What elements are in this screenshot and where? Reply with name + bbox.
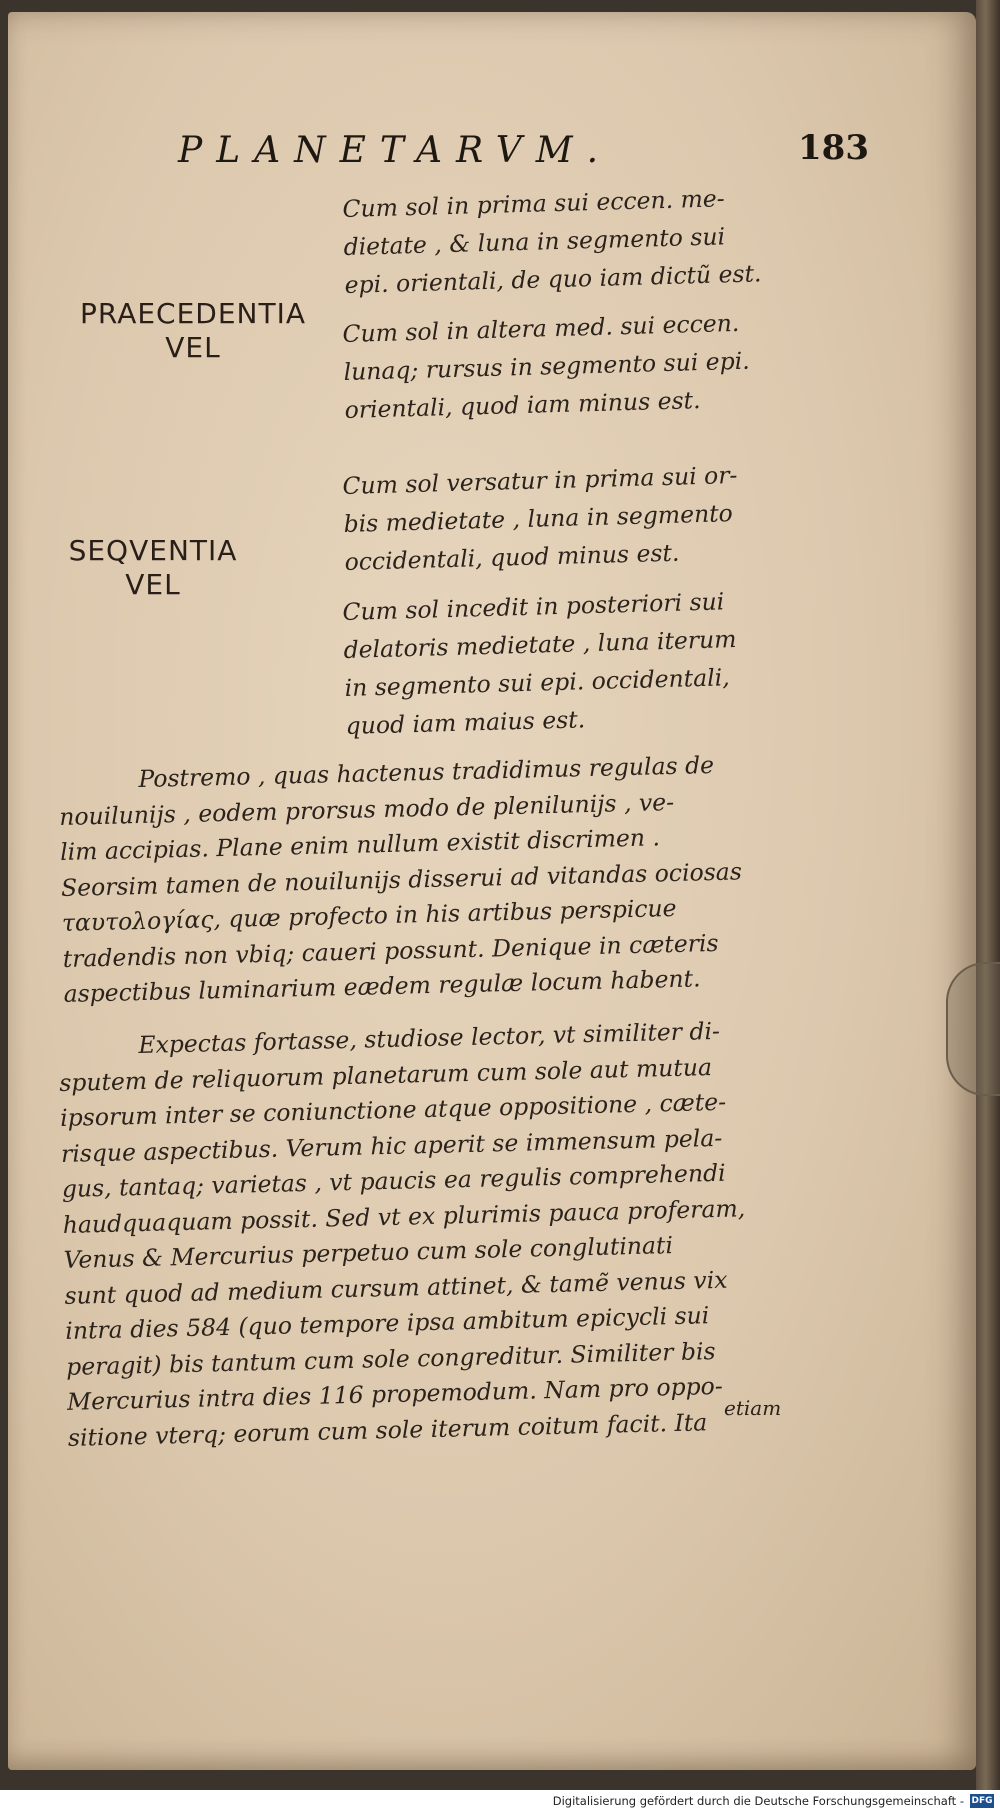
text-line: intra dies 584 (quo tempore ipsa ambitum epicycli sui	[65, 1301, 710, 1345]
text-line: ταυτολογίας, quæ profecto in his artibus perspicue	[61, 893, 677, 937]
book-clasp	[946, 962, 1000, 1096]
text-line: Cum sol incedit in posteriori sui	[342, 587, 725, 626]
book-page	[8, 12, 976, 1770]
text-line: peragit) bis tantum cum sole congreditur. Similiter bis	[65, 1336, 716, 1381]
text-line: Postremo , quas hactenus tradidimus regulas de	[138, 750, 715, 794]
side-label-line: VEL	[165, 331, 221, 364]
case-2	[342, 303, 775, 429]
text-line: quod iam maius est.	[345, 705, 586, 740]
text-line: bis medietate , luna in segmento	[343, 499, 734, 538]
paragraph-postremo	[58, 747, 774, 1013]
text-line: nouilunijs , eodem prorsus modo de plenilunijs , ve-	[58, 787, 675, 831]
text-line: Venus & Mercurius perpetuo cum sole conglutinati	[63, 1231, 674, 1274]
side-label-line: PRAECEDENTIA	[79, 297, 306, 330]
text-line: Seorsim tamen de nouilunijs disserui ad vitandas ociosas	[60, 856, 743, 902]
text-line: occidentali, quod minus est.	[344, 538, 680, 576]
text-line: sitione vterq; eorum cum sole iterum coitum facit. Ita	[67, 1407, 708, 1452]
case-3	[342, 455, 775, 581]
text-line: gus, tantaq; varietas , vt paucis ea regulis comprehendi	[61, 1158, 726, 1203]
text-line: risque aspectibus. Verum hic aperit se immensum pela-	[60, 1123, 723, 1168]
case-1	[342, 178, 775, 304]
text-line: lunaq; rursus in segmento sui epi.	[343, 346, 751, 386]
text-line: dietate , & luna in segmento sui	[343, 222, 726, 261]
side-label-line: VEL	[125, 568, 181, 601]
text-line: ipsorum inter se coniunctione atque oppositione , cæte-	[59, 1087, 727, 1132]
footer-credit: Digitalisierung gefördert durch die Deutsche Forschungsgemeinschaft -	[552, 1794, 964, 1808]
text-line: in segmento sui epi. occidentali,	[344, 663, 731, 702]
text-line: sputem de reliquorum planetarum cum sole aut mutua	[58, 1052, 713, 1097]
text-line: delatoris medietate , luna iterum	[343, 625, 737, 664]
footer-bar	[0, 1790, 1000, 1812]
text-line: Cum sol versatur in prima sui or-	[342, 460, 738, 500]
text-line: orientali, quod iam minus est.	[344, 386, 701, 424]
text-line: Cum sol in altera med. sui eccen.	[342, 308, 740, 348]
text-line: Cum sol in prima sui eccen. me-	[342, 184, 726, 223]
case-4	[342, 581, 776, 745]
running-head: PLANETARVM.	[178, 130, 613, 171]
side-label-praecedentia	[58, 297, 328, 365]
catchword: etiam	[724, 1396, 782, 1420]
text-line: Expectas fortasse, studiose lector, vt similiter di-	[138, 1016, 721, 1060]
book-page-edge	[976, 0, 1000, 1790]
text-line: sunt quod ad medium cursum attinet, & tamẽ venus vix	[64, 1265, 728, 1310]
side-label-line: SEQVENTIA	[68, 534, 238, 567]
text-line: lim accipias. Plane enim nullum existit discrimen .	[59, 823, 661, 866]
text-line: haudquaquam possit. Sed vt ex plurimis pauca proferam,	[62, 1193, 746, 1239]
text-line: aspectibus luminarium eædem regulæ locum habent.	[63, 964, 701, 1008]
side-label-sequentia	[53, 534, 253, 602]
dfg-logo-icon: DFG	[971, 1796, 993, 1806]
paragraph-expectas	[58, 1013, 778, 1456]
text-line: tradendis non vbiq; caueri possunt. Denique in cæteris	[62, 928, 719, 973]
text-line: Mercurius intra dies 116 propemodum. Nam pro oppo-	[66, 1371, 724, 1416]
page-number: 183	[798, 128, 869, 168]
text-line: epi. orientali, de quo iam dictũ est.	[344, 259, 762, 299]
